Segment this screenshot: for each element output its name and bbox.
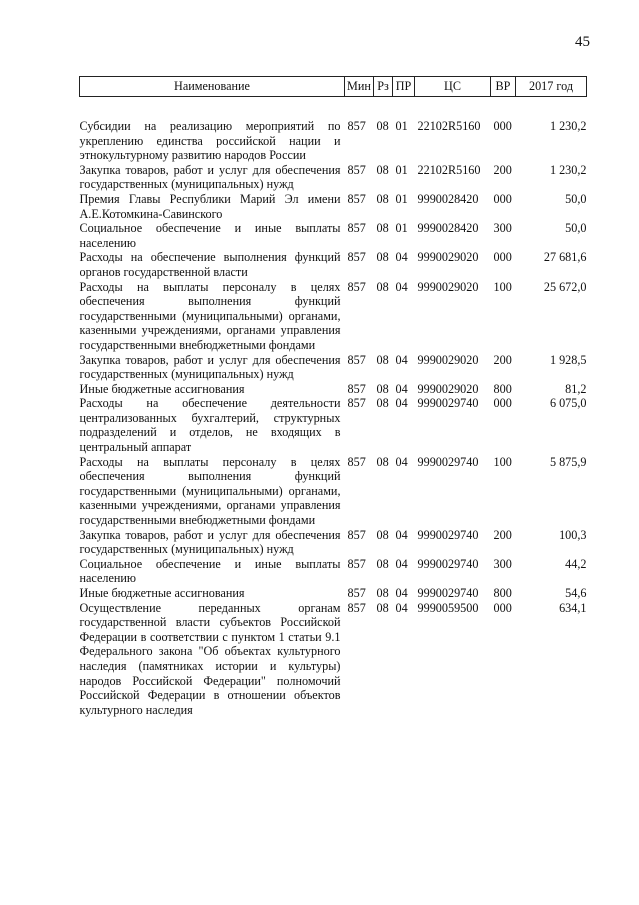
cell-cs: 22102R5160 (417, 119, 481, 133)
cell-cs: 9990029020 (417, 279, 479, 294)
table-row (80, 97, 587, 163)
cell-pr: 04 (395, 352, 408, 367)
cell-rz: 08 (376, 396, 389, 411)
cell-cs: 9990029020 (417, 381, 479, 396)
cell-rz: 08 (376, 527, 389, 542)
cell-pr: 04 (395, 556, 408, 571)
cell-cs: 9990029020 (417, 352, 479, 367)
header-pr: ПР (393, 77, 415, 97)
cell-pr: 01 (395, 191, 408, 206)
cell-pr: 04 (395, 279, 408, 294)
cell-amount: 5 875,9 (549, 454, 587, 469)
cell-vr: 300 (493, 556, 512, 571)
cell-pr: 01 (395, 162, 408, 177)
cell-name: Осуществление переданных органам государственной власти субъектов Российской Федерации в соответствии с пунктом 1 статьи 9.1 Федерального закона "Об объектах культурного наследия (памятниках истории и культуры) народов Российской Федерации" полномочий Российской Федерации в отношении объектов культурного наследия (79, 600, 341, 717)
header-min: Мин (345, 77, 374, 97)
cell-name: Закупка товаров, работ и услуг для обеспечения государственных (муниципальных) нужд (79, 527, 341, 557)
table-header-row (80, 77, 587, 97)
cell-amount: 1 928,5 (549, 352, 587, 367)
cell-vr: 300 (493, 221, 512, 236)
cell-rz: 08 (376, 191, 389, 206)
cell-min: 857 (347, 191, 366, 206)
cell-min: 857 (347, 556, 366, 571)
cell-pr: 04 (395, 527, 408, 542)
cell-rz: 08 (376, 600, 389, 615)
cell-name: Иные бюджетные ассигнования (79, 381, 245, 396)
cell-min: 857 (347, 586, 366, 600)
cell-name: Расходы на выплаты персоналу в целях обеспечения выполнения функций государственными (муниципальными) органами, казенными учреждениями, органами управления государственными внебюджетными фондами (79, 279, 341, 352)
cell-cs: 9990028420 (417, 221, 479, 236)
cell-name: Расходы на обеспечение выполнения функций органов государственной власти (79, 250, 341, 279)
cell-vr: 200 (493, 352, 512, 367)
cell-amount: 6 075,0 (549, 396, 587, 411)
cell-min: 857 (347, 352, 366, 367)
table-row (80, 601, 587, 718)
cell-pr: 04 (395, 586, 408, 600)
cell-rz: 08 (376, 119, 389, 133)
cell-name: Премия Главы Республики Марий Эл имени А.Е.Котомкина-Савинского (79, 191, 341, 221)
cell-vr: 000 (493, 600, 512, 615)
table-row (80, 353, 587, 382)
cell-vr: 000 (493, 119, 512, 133)
cell-amount: 1 230,2 (549, 162, 587, 177)
table-row (80, 557, 587, 586)
cell-vr: 000 (493, 191, 512, 206)
cell-rz: 08 (376, 454, 389, 469)
cell-cs: 9990029740 (417, 527, 479, 542)
cell-cs: 9990029740 (417, 586, 479, 600)
cell-name: Субсидии на реализацию мероприятий по укреплению единства российской нации и этнокультурному развитию народов России (79, 119, 341, 163)
cell-vr: 800 (493, 381, 512, 396)
cell-amount: 1 230,2 (549, 119, 587, 133)
table-row (80, 280, 587, 353)
header-amount: 2017 год (516, 77, 587, 97)
cell-rz: 08 (376, 586, 389, 600)
cell-min: 857 (347, 600, 366, 615)
header-vr: ВР (491, 77, 516, 97)
table-body (80, 97, 587, 718)
cell-name: Иные бюджетные ассигнования (79, 586, 245, 600)
cell-name: Закупка товаров, работ и услуг для обеспечения государственных (муниципальных) нужд (79, 162, 341, 192)
table-row (80, 221, 587, 250)
cell-amount: 634,1 (559, 600, 587, 615)
table-row (80, 396, 587, 454)
cell-amount: 100,3 (559, 527, 587, 542)
cell-min: 857 (347, 381, 366, 396)
cell-min: 857 (347, 221, 366, 236)
cell-rz: 08 (376, 556, 389, 571)
cell-cs: 22102R5160 (417, 162, 481, 177)
cell-pr: 04 (395, 250, 408, 265)
header-name: Наименование (80, 77, 345, 97)
cell-name: Расходы на выплаты персоналу в целях обеспечения выполнения функций государственными (муниципальными) органами, казенными учреждениями, органами управления государственными внебюджетными фондами (79, 454, 341, 528)
cell-cs: 9990029740 (417, 396, 479, 411)
cell-pr: 01 (395, 119, 408, 133)
cell-vr: 200 (493, 162, 512, 177)
cell-vr: 000 (493, 396, 512, 411)
cell-cs: 9990059500 (417, 600, 479, 615)
cell-cs: 9990029740 (417, 454, 479, 469)
cell-cs: 9990029020 (417, 250, 479, 265)
table-row (80, 250, 587, 279)
cell-min: 857 (347, 250, 366, 265)
cell-amount: 27 681,6 (543, 250, 587, 265)
cell-rz: 08 (376, 381, 389, 396)
cell-rz: 08 (376, 162, 389, 177)
cell-vr: 100 (493, 454, 512, 469)
cell-cs: 9990029740 (417, 556, 479, 571)
cell-vr: 800 (493, 586, 512, 600)
header-rz: Рз (374, 77, 393, 97)
cell-min: 857 (347, 162, 366, 177)
cell-vr: 000 (493, 250, 512, 265)
table-row (80, 163, 587, 192)
cell-min: 857 (347, 119, 366, 133)
cell-amount: 81,2 (565, 381, 587, 396)
budget-table (79, 76, 587, 717)
cell-rz: 08 (376, 250, 389, 265)
cell-pr: 04 (395, 381, 408, 396)
table-row (80, 455, 587, 528)
cell-pr: 04 (395, 600, 408, 615)
cell-pr: 01 (395, 221, 408, 236)
table-row (80, 192, 587, 221)
cell-amount: 50,0 (565, 221, 587, 236)
cell-amount: 50,0 (565, 191, 587, 206)
cell-rz: 08 (376, 279, 389, 294)
cell-min: 857 (347, 279, 366, 294)
cell-amount: 44,2 (565, 556, 587, 571)
cell-min: 857 (347, 454, 366, 469)
table-row (80, 382, 587, 397)
cell-name: Социальное обеспечение и иные выплаты населению (79, 556, 341, 586)
cell-name: Закупка товаров, работ и услуг для обеспечения государственных (муниципальных) нужд (79, 352, 341, 382)
page-number: 45 (575, 34, 590, 50)
cell-min: 857 (347, 527, 366, 542)
cell-name: Социальное обеспечение и иные выплаты населению (79, 221, 341, 250)
cell-amount: 54,6 (565, 586, 587, 600)
cell-vr: 200 (493, 527, 512, 542)
table-row (80, 586, 587, 601)
cell-min: 857 (347, 396, 366, 411)
header-cs: ЦС (415, 77, 491, 97)
cell-amount: 25 672,0 (543, 279, 587, 294)
cell-rz: 08 (376, 221, 389, 236)
cell-pr: 04 (395, 396, 408, 411)
cell-name: Расходы на обеспечение деятельности централизованных бухгалтерий, структурных подразделений и отделов, не входящих в центральный аппарат (79, 396, 341, 455)
table-row (80, 528, 587, 557)
cell-cs: 9990028420 (417, 191, 479, 206)
cell-pr: 04 (395, 454, 408, 469)
cell-vr: 100 (493, 279, 512, 294)
cell-rz: 08 (376, 352, 389, 367)
